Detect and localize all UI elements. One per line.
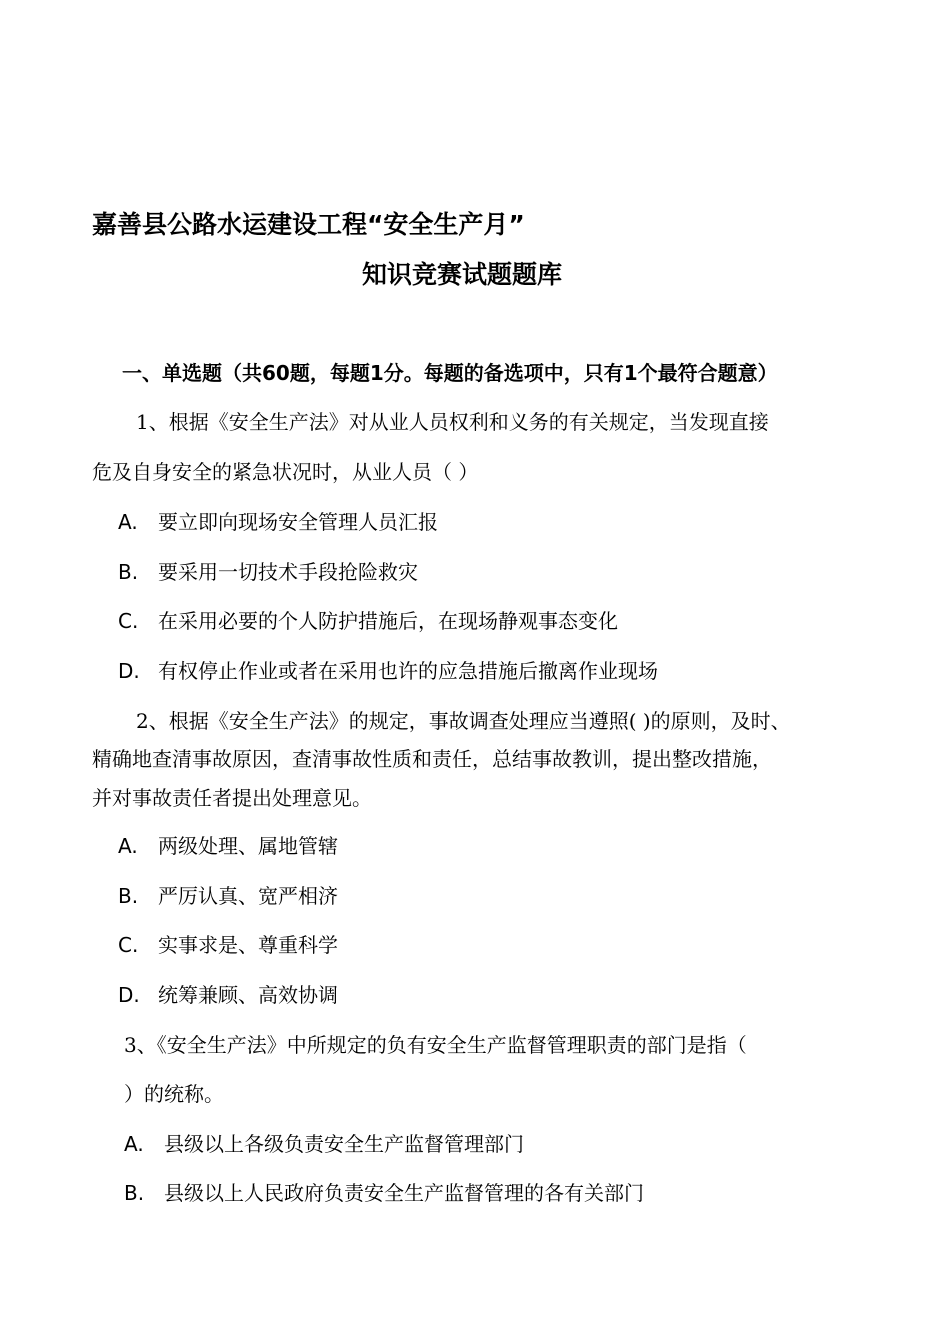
question-2-option-a xyxy=(118,832,338,860)
option-text: 在采用必要的个人防护措施后，在现场静观事态变化 xyxy=(158,609,618,633)
option-text: 严厉认真、宽严相济 xyxy=(158,884,338,908)
question-2-option-b xyxy=(118,882,338,910)
question-2-line-2: 精确地查清事故原因，查清事故性质和责任，总结事故教训，提出整改措施， xyxy=(92,747,772,771)
option-letter: B. xyxy=(118,884,139,908)
option-text: 有权停止作业或者在采用也许的应急措施后撤离作业现场 xyxy=(158,659,658,683)
question-2-option-d xyxy=(118,981,338,1009)
option-letter: A. xyxy=(118,510,138,534)
question-1-option-d xyxy=(118,657,658,685)
option-text: 要采用一切技术手段抢险救灾 xyxy=(158,560,418,584)
question-3-option-a xyxy=(124,1130,524,1158)
question-1-option-b xyxy=(118,558,418,586)
option-letter: B. xyxy=(124,1181,145,1205)
question-3-line-2: ）的统称。 xyxy=(124,1082,224,1106)
question-2-line-3: 并对事故责任者提出处理意见。 xyxy=(92,786,372,810)
option-text: 要立即向现场安全管理人员汇报 xyxy=(158,510,438,534)
option-text: 县级以上人民政府负责安全生产监督管理的各有关部门 xyxy=(164,1181,644,1205)
option-letter: D. xyxy=(118,983,140,1007)
question-3-option-b xyxy=(124,1179,644,1207)
question-1-option-c xyxy=(118,607,618,635)
section-heading: 一、单选题（共60题，每题1分。每题的备选项中，只有1个最符合题意） xyxy=(122,361,778,385)
option-letter: B. xyxy=(118,560,139,584)
question-2-line-1: 2、根据《安全生产法》的规定，事故调查处理应当遵照( )的原则，及时、 xyxy=(136,709,791,733)
option-letter: C. xyxy=(118,933,139,957)
question-2-option-c xyxy=(118,931,338,959)
option-letter: A. xyxy=(124,1132,144,1156)
option-letter: A. xyxy=(118,834,138,858)
option-text: 统筹兼顾、高效协调 xyxy=(158,983,338,1007)
document-title-line-2: 知识竞赛试题题库 xyxy=(362,260,563,289)
document-title-line-1: 嘉善县公路水运建设工程“安全生产月” xyxy=(92,210,525,239)
option-text: 县级以上各级负责安全生产监督管理部门 xyxy=(164,1132,524,1156)
question-1-option-a xyxy=(118,508,438,536)
question-3-line-1: 3、《安全生产法》中所规定的负有安全生产监督管理职责的部门是指（ xyxy=(124,1033,747,1057)
question-1-line-1: 1、根据《安全生产法》对从业人员权利和义务的有关规定，当发现直接 xyxy=(136,410,769,434)
option-letter: D. xyxy=(118,659,140,683)
option-letter: C. xyxy=(118,609,139,633)
option-text: 实事求是、尊重科学 xyxy=(158,933,338,957)
question-1-line-2: 危及自身安全的紧急状况时，从业人员（ ） xyxy=(92,460,479,484)
option-text: 两级处理、属地管辖 xyxy=(158,834,338,858)
